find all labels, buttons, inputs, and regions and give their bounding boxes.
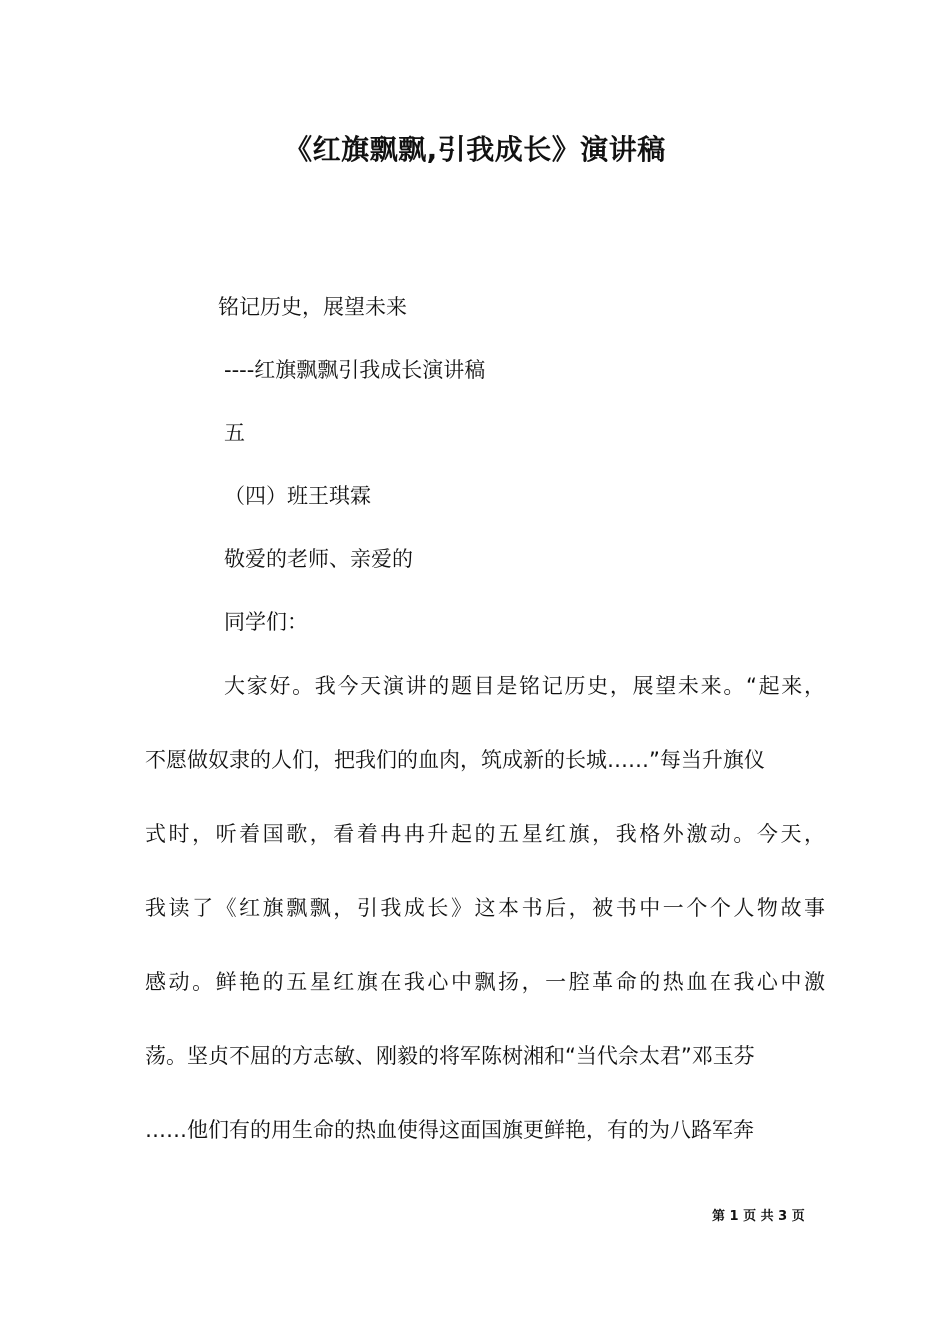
body-line: 不愿做奴隶的人们，把我们的血肉，筑成新的长城……”每当升旗仪 [145, 748, 765, 772]
body-line: 我读了《红旗飘飘，引我成长》这本书后，被书中一个个人物故事 [145, 896, 825, 920]
body-line: 感动。鲜艳的五星红旗在我心中飘扬，一腔革命的热血在我心中激 [145, 970, 825, 994]
page-number-footer: 第 1 页 共 3 页 [712, 1209, 805, 1224]
intro-line-greeting: 敬爱的老师、亲爱的 [224, 547, 413, 571]
body-line: 式时，听着国歌，看着冉冉升起的五星红旗，我格外激动。今天， [145, 822, 825, 846]
intro-line-theme: 铭记历史，展望未来 [218, 295, 407, 319]
intro-line-author: （四）班王琪霖 [224, 484, 371, 508]
document-title: 《红旗飘飘,引我成长》演讲稿 [284, 133, 666, 166]
intro-line-grade: 五 [224, 421, 245, 445]
body-line: 荡。坚贞不屈的方志敏、刚毅的将军陈树湘和“当代佘太君”邓玉芬 [145, 1044, 755, 1068]
intro-line-greeting-cont: 同学们： [224, 610, 308, 634]
intro-line-subtitle: ----红旗飘飘引我成长演讲稿 [224, 358, 486, 382]
body-line: ……他们有的用生命的热血使得这面国旗更鲜艳，有的为八路军奔 [145, 1118, 754, 1142]
body-line: 大家好。我今天演讲的题目是铭记历史，展望未来。“起来， [224, 674, 825, 698]
